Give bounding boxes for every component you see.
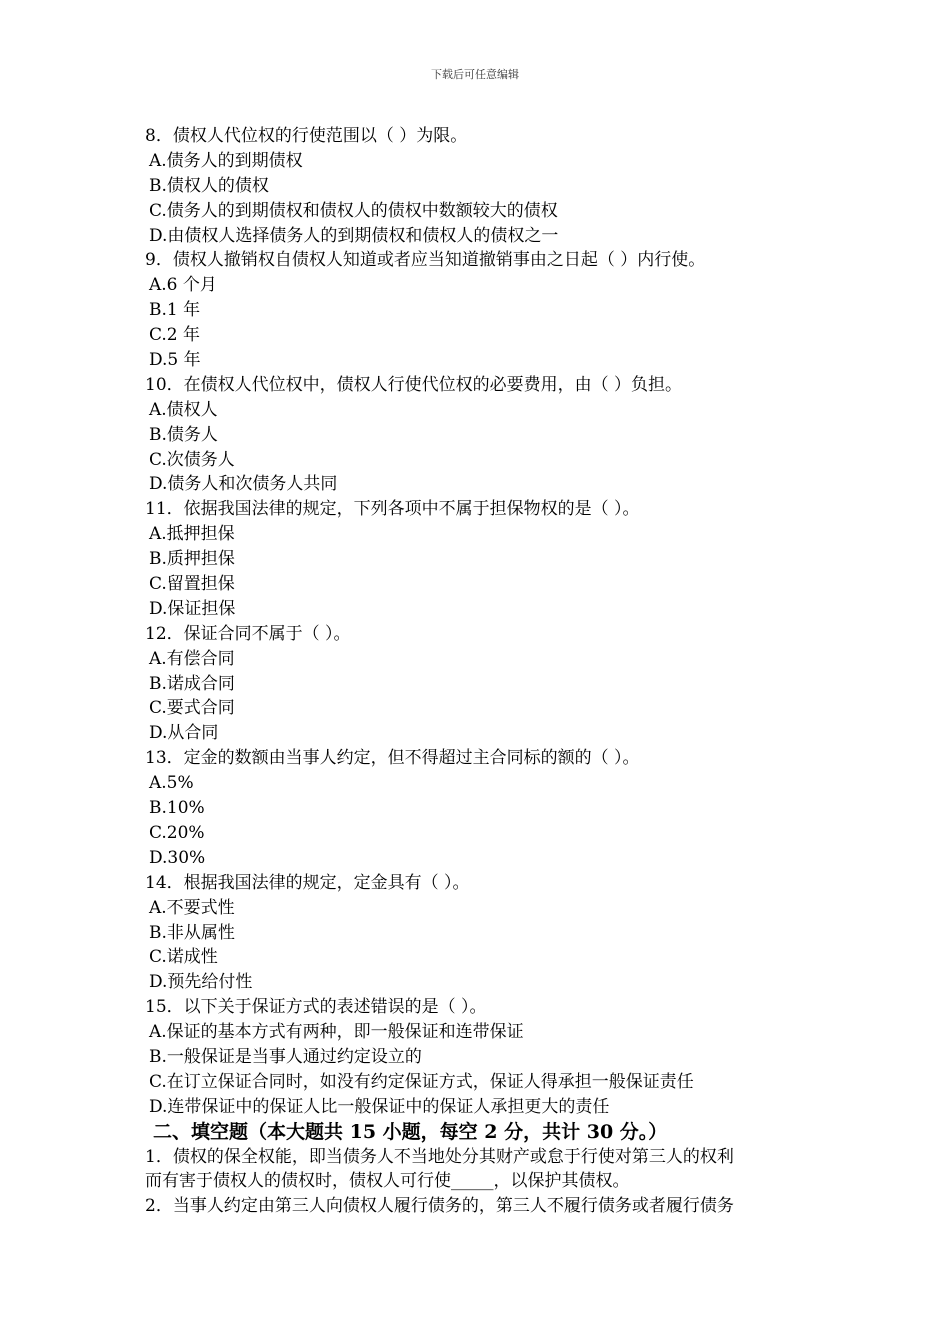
question-stem: 11．依据我国法律的规定，下列各项中不属于担保物权的是（ ）。 <box>145 499 640 520</box>
answer-option: C.次债务人 <box>149 449 235 470</box>
fill-blank-text: 2．当事人约定由第三人向债权人履行债务的，第三人不履行债务或者履行债务 <box>145 1196 734 1217</box>
answer-option: C.2 年 <box>149 325 201 346</box>
answer-option: D.由债权人选择债务人的到期债权和债权人的债权之一 <box>149 225 559 246</box>
fill-blank-text: 而有害于债权人的债权时，债权人可行使_____，以保护其债权。 <box>145 1171 630 1192</box>
question-item <box>145 497 825 621</box>
fill-blank-item <box>145 1145 825 1195</box>
answer-option: A.保证的基本方式有两种，即一般保证和连带保证 <box>149 1022 524 1043</box>
section-title: 二、填空题（本大题共 15 小题，每空 2 分，共计 30 分。） <box>153 1120 668 1143</box>
answer-option: B.债务人 <box>149 424 218 445</box>
answer-option: B.1 年 <box>149 300 201 321</box>
question-stem: 15．以下关于保证方式的表述错误的是（ ）。 <box>145 997 487 1018</box>
question-stem: 14．根据我国法律的规定，定金具有（ ）。 <box>145 872 470 893</box>
answer-option: D.30% <box>149 847 206 868</box>
answer-option: C.留置担保 <box>149 574 235 595</box>
question-list <box>145 124 825 1120</box>
answer-option: A.5% <box>149 773 194 794</box>
answer-option: B.非从属性 <box>149 922 235 943</box>
answer-option: B.诺成合同 <box>149 673 235 694</box>
question-item <box>145 124 825 248</box>
answer-option: B.一般保证是当事人通过约定设立的 <box>149 1046 422 1067</box>
answer-option: A.有偿合同 <box>149 648 235 669</box>
question-item <box>145 248 825 372</box>
answer-option: A.债务人的到期债权 <box>149 150 303 171</box>
answer-option: C.20% <box>149 822 205 843</box>
question-item <box>145 871 825 995</box>
answer-option: B.10% <box>149 798 205 819</box>
answer-option: D.5 年 <box>149 350 201 371</box>
question-stem: 13．定金的数额由当事人约定，但不得超过主合同标的额的（ ）。 <box>145 748 640 769</box>
page-header: 下载后可任意编辑 <box>431 68 519 81</box>
fill-blank-list <box>145 1145 825 1220</box>
answer-option: C.诺成性 <box>149 947 218 968</box>
answer-option: D.保证担保 <box>149 598 236 619</box>
answer-option: A.6 个月 <box>149 275 217 296</box>
question-item <box>145 746 825 870</box>
answer-option: A.债权人 <box>149 399 218 420</box>
fill-blank-text: 1．债权的保全权能，即当债务人不当地处分其财产或怠于行使对第三人的权利 <box>145 1146 734 1167</box>
answer-option: C.要式合同 <box>149 698 235 719</box>
answer-option: D.债务人和次债务人共同 <box>149 474 338 495</box>
answer-option: B.债权人的债权 <box>149 175 269 196</box>
answer-option: B.质押担保 <box>149 549 235 570</box>
answer-option: D.连带保证中的保证人比一般保证中的保证人承担更大的责任 <box>149 1096 610 1117</box>
question-item <box>145 373 825 497</box>
question-stem: 10．在债权人代位权中，债权人行使代位权的必要费用，由（ ）负担。 <box>145 374 683 395</box>
answer-option: A.抵押担保 <box>149 524 235 545</box>
question-item <box>145 995 825 1119</box>
question-stem: 8．债权人代位权的行使范围以（ ）为限。 <box>145 126 468 146</box>
question-stem: 9．债权人撤销权自债权人知道或者应当知道撤销事由之日起（ ）内行使。 <box>145 250 706 271</box>
answer-option: C.在订立保证合同时，如没有约定保证方式，保证人得承担一般保证责任 <box>149 1071 694 1092</box>
answer-option: D.预先给付性 <box>149 972 253 993</box>
answer-option: D.从合同 <box>149 723 219 744</box>
fill-blank-item <box>145 1194 825 1219</box>
document-body <box>145 124 825 1219</box>
question-stem: 12．保证合同不属于（ ）。 <box>145 623 351 644</box>
question-item <box>145 622 825 746</box>
answer-option: C.债务人的到期债权和债权人的债权中数额较大的债权 <box>149 200 558 221</box>
answer-option: A.不要式性 <box>149 897 235 918</box>
